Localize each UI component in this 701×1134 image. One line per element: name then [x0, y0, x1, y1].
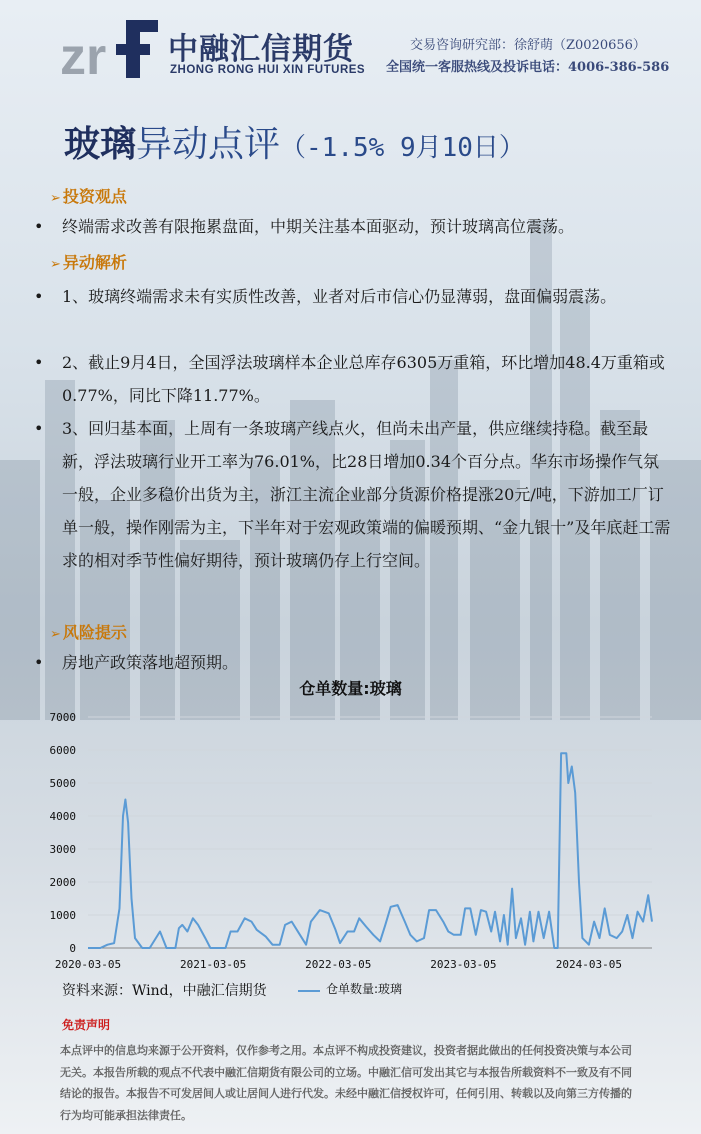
- bullet-icon: •: [34, 419, 44, 438]
- view-text: 终端需求改善有限拖累盘面，中期关注基本面驱动，预计玻璃高位震荡。: [62, 217, 575, 236]
- title-change: （-1.5% 9月10日）: [280, 133, 525, 163]
- company-name-en: ZHONG RONG HUI XIN FUTURES: [170, 64, 366, 76]
- disclaimer-text: 本点评中的信息均来源于公开资料，仅作参考之用。本点评不构成投资建议，投资者据此做出的任何投资决策与本公司无关。本报告所载的观点不代表中融汇信期货有限公司的立场。中融汇信可发出其它与本报告所载资料不一致及有不同结论的报告。本报告不可发居间人或让居间人进行代发。未经中融汇信授权许可，任何引用、转载以及向第三方传播的行为均可能承担法律责任。: [60, 1044, 632, 1122]
- risk-text: 房地产政策落地超预期。: [62, 653, 239, 672]
- y-tick-label: 2000: [49, 876, 76, 889]
- section-heading-analysis-label: 异动解析: [62, 253, 127, 272]
- chart-title: 仓单数量:玻璃: [299, 679, 402, 698]
- section-heading-risk-label: 风险提示: [62, 623, 127, 642]
- arrow-icon: ➢: [50, 627, 61, 642]
- y-tick-label: 3000: [49, 843, 76, 856]
- analysis-item-text: 1、玻璃终端需求未有实质性改善，业者对后市信心仍显薄弱，盘面偏弱震荡。: [62, 287, 617, 306]
- x-tick-label: 2024-03-05: [555, 958, 623, 971]
- page-title: [64, 116, 525, 167]
- y-tick-label: 7000: [49, 711, 76, 724]
- analysis-item: [34, 412, 672, 577]
- bullet-icon: •: [34, 287, 44, 306]
- title-type: 异动点评: [136, 124, 281, 165]
- y-tick-label: 5000: [49, 777, 76, 790]
- section-heading-risk: [50, 620, 127, 643]
- analysis-item-text: 2、截止9月4日，全国浮法玻璃样本企业总库存6305万重箱，环比增加48.4万重箱或0.77%，同比下降11.77%。: [62, 353, 665, 405]
- y-tick-label: 1000: [49, 909, 76, 922]
- title-product: 玻璃: [64, 123, 137, 165]
- view-paragraph: [34, 210, 672, 243]
- bullet-icon: •: [34, 653, 44, 672]
- arrow-icon: ➢: [50, 257, 61, 272]
- bullet-icon: •: [34, 353, 44, 372]
- x-tick-label: 2020-03-05: [54, 958, 122, 971]
- research-contact: 交易咨询研究部：徐舒萌（Z0020656）: [410, 38, 646, 53]
- legend-swatch: [298, 990, 320, 992]
- y-tick-label: 0: [69, 942, 76, 955]
- analysis-item: [34, 346, 672, 412]
- x-tick-label: 2023-03-05: [430, 958, 497, 971]
- section-heading-view: [50, 184, 127, 207]
- x-tick-label: 2021-03-05: [180, 958, 247, 971]
- hotline-contact: 全国统一客服热线及投诉电话：4006-386-586: [386, 60, 670, 75]
- section-heading-analysis: [50, 250, 127, 273]
- data-source: 资料来源：Wind，中融汇信期货: [62, 983, 267, 999]
- y-tick-label: 6000: [49, 744, 76, 757]
- risk-paragraph: [34, 646, 672, 679]
- disclaimer-title: 免责声明: [62, 1018, 111, 1032]
- analysis-item: [34, 280, 672, 313]
- x-tick-label: 2022-03-05: [305, 958, 372, 971]
- analysis-item-text: 3、回归基本面，上周有一条玻璃产线点火，但尚未出产量，供应继续持稳。截至最新，浮法玻璃行业开工率为76.01%，比28日增加0.34个百分点。华东市场操作气氛一般，企业多稳价出货为主，浙江主流企业部分货源价格提涨20元/吨，下游加工厂订单一般，操作刚需为主，下半年对于宏观政策端的偏暖预期、“金九银十”及年底赶工需求的相对季节性偏好期待，预计玻璃仍存上行空间。: [62, 419, 671, 570]
- company-name-cn: 中融汇信期货: [168, 32, 354, 67]
- y-tick-label: 4000: [49, 810, 76, 823]
- warehouse-receipt-chart: [0, 700, 701, 975]
- arrow-icon: ➢: [50, 191, 61, 206]
- svg-text:zr: zr: [60, 28, 107, 82]
- bullet-icon: •: [34, 217, 44, 236]
- section-heading-view-label: 投资观点: [62, 187, 127, 206]
- company-logo-mark: [60, 14, 160, 82]
- legend-label: 仓单数量:玻璃: [326, 982, 403, 996]
